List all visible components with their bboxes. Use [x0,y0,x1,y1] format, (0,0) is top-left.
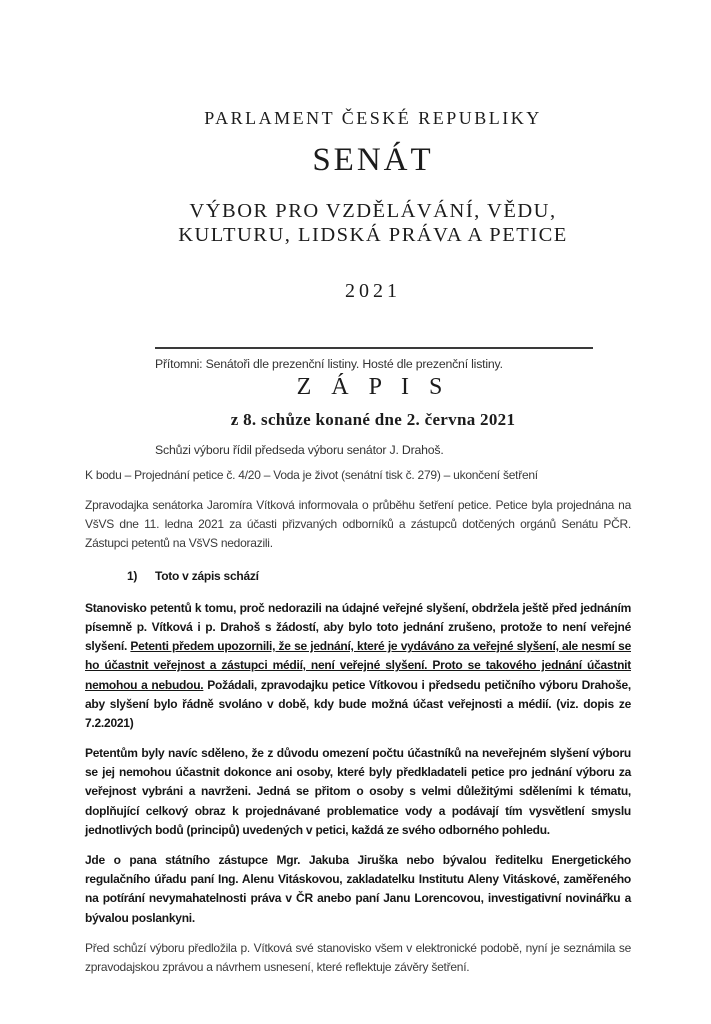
chair-info: Schůzi výboru řídil předseda výboru senátor J. Drahoš. [155,443,444,458]
horizontal-divider [155,347,593,349]
year-label: 2021 [345,280,401,303]
committee-title-line1: VÝBOR PRO VZDĚLÁVÁNÍ, VĚDU, [189,200,557,222]
record-title: Z Á P I S [296,374,450,401]
attendees-line: Přítomni: Senátoři dle prezenční listiny. Hosté dle prezenční listiny. [155,357,503,372]
named-persons-paragraph: Jde o pana státního zástupce Mgr. Jakuba Jiruška nebo bývalou ředitelku Energetického regulačního úřadu paní Ing. Alenu Vitáskovou, zakladatelku Institutu Aleny Vitáskové, zaměřeného na potírání nevymahatelnosti práva v ČR anebo paní Janu Lorencovou, investigativní novinářku a bývalou poslankyni. [85,853,631,925]
statement-part2: Požádali, zpravodajku petice Vítkovou i předsedu petičního výboru Drahoše, aby slyšení bylo řádně svoláno v době, kdy bude možná účast veřejnosti a médií. (viz. dopis ze 7.2.2021) [85,677,631,730]
parliament-title: PARLAMENT ČESKÉ REPUBLIKY [204,108,542,128]
closing-paragraph: Před schůzí výboru předložila p. Vítková své stanovisko všem v elektronické podobě, nyní je seznámila se zpravodajskou zprávou a návrhem usnesení, které reflektuje závěry šetření. [85,940,631,974]
participants-limit-paragraph: Petentům byly navíc sděleno, že z důvodu omezení počtu účastníků na neveřejném slyšení výboru se jej nemohou účastnit dokonce ani osoby, které byly předkladateli petice pro jednání výboru za veřejnost vybráni a navrženi. Jedná se přitom o osoby s velmi důležitými sděleními k tématu, doplňující celkový obraz k projednávané problematice vody a podávají tím vysvětlení smyslu jednotlivých bodů (principů) uvedených v petici, každá ze svého odborného pohledu. [85,746,631,837]
committee-title-line2: KULTURU, LIDSKÁ PRÁVA A PETICE [178,223,568,246]
list-item-text: Toto v zápis schází [155,568,259,583]
committee-title [85,200,661,247]
session-info: z 8. schůze konané dne 2. června 2021 [230,410,516,430]
document-body [85,466,631,988]
statement-underlined: Petenti předem upozornili, že se jednání, které je vydáváno za veřejné slyšení, ale nesmí se ho účastnit veřejnost a zástupci médií, není veřejné slyšení. Proto se takového jednání účastnit nemohou a nebudou. [85,639,631,692]
reporter-paragraph: Zpravodajka senátorka Jaromíra Vítková informovala o průběhu šetření petice. Petice byla projednána na VšVS dne 11. ledna 2021 za účasti přizvaných odborníků a zástupců dotčených orgánů Senátu PČR. Zástupci petentů na VšVS nedorazili. [85,497,631,550]
agenda-item-line: K bodu – Projednání petice č. 4/20 – Voda je život (senátní tisk č. 279) – ukončení šetření [85,468,538,482]
petitioners-statement-paragraph [85,599,631,733]
document-header [85,0,661,457]
senate-title: SENÁT [312,142,434,178]
list-item-number: 1) [127,568,138,583]
numbered-list-item [85,567,631,586]
statement-part1: Stanovisko petentů k tomu, proč nedorazili na údajné veřejné slyšení, obdržela ještě před jednáním písemně p. Vítková i p. Drahoš s žádostí, aby bylo toto jednání zrušeno, protože to není veřejné slyšení. [85,600,631,654]
